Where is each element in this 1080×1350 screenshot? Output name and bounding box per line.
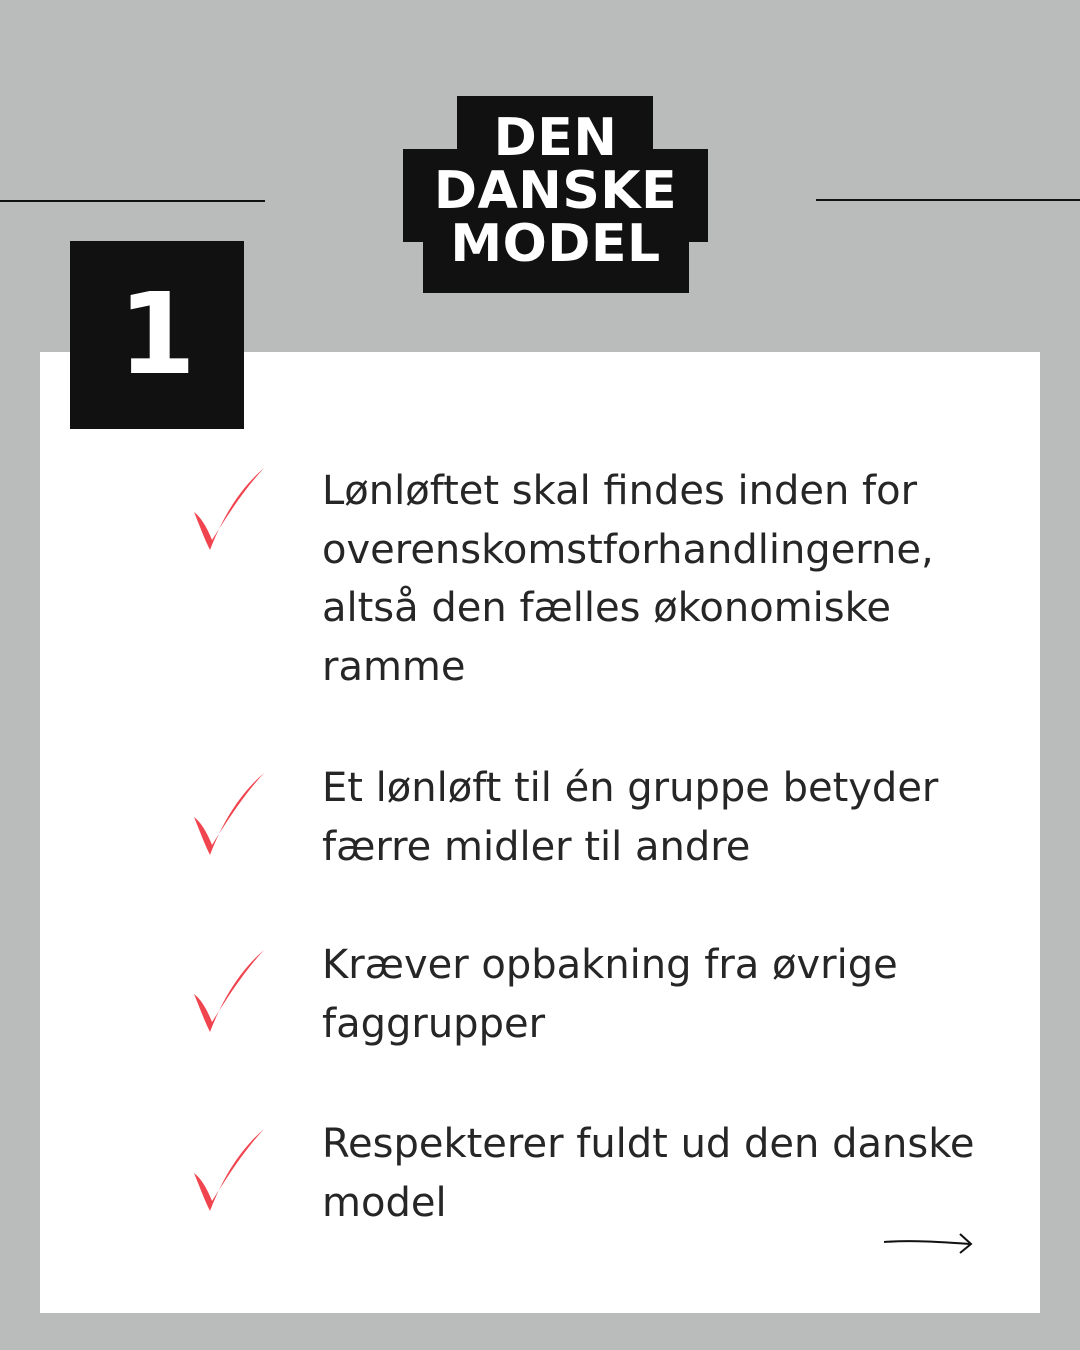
list-item-text: Respekterer fuldt ud den danske model [322,1121,975,1226]
check-icon [190,771,268,861]
title-line-1: DEN [493,108,618,168]
list-item-text: Et lønløft til én gruppe betyder færre midler til andre [322,765,939,870]
check-icon [190,466,268,556]
list-item-text: Kræver opbakning fra øvrige faggrupper [322,942,898,1047]
list-item-text: Lønløftet skal findes inden for overenskomstforhandlingerne, altså den fælles økonomiske ramme [322,468,934,690]
title-badge [403,96,708,293]
check-icon [190,948,268,1038]
check-icon [190,1127,268,1217]
divider-left [0,200,265,202]
title-line-3: MODEL [450,214,661,274]
arrow-right-icon[interactable] [882,1230,974,1256]
slide-number: 1 [70,241,244,429]
page-title [403,108,708,274]
title-line-2: DANSKE [433,161,678,221]
divider-right [816,199,1080,201]
